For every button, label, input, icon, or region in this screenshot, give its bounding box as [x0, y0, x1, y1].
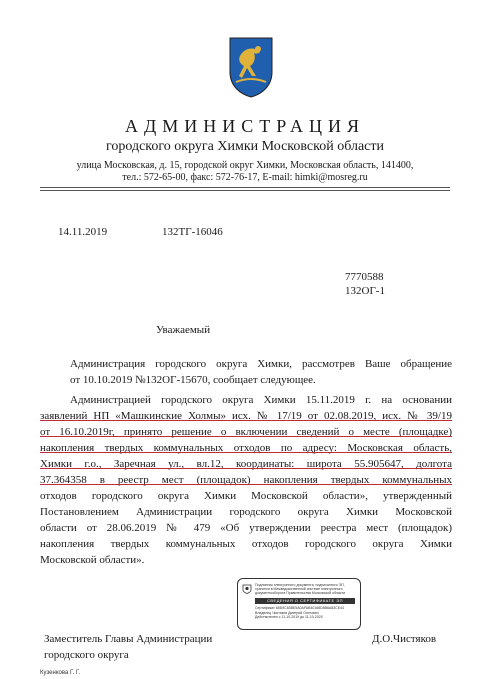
paragraph-line: Постановлением Администрации городского округа Химки Московской — [40, 506, 452, 518]
paragraph-line: области от 28.06.2019 № 479 «Об утверждении реестра мест (площадок) — [40, 522, 452, 534]
stamp-owner-value: Чистяков Дмитрий Олегович — [272, 610, 319, 615]
paragraph-line: Администрация городского округа Химки, рассмотрев Ваше обращение — [70, 358, 452, 370]
highlight-underline — [40, 452, 452, 453]
greeting: Уважаемый — [156, 324, 211, 336]
stamp-banner: СВЕДЕНИЯ О СЕРТИФИКАТЕ ЭП — [255, 598, 355, 604]
paragraph-line: 37.364358 в реестр мест (площадок) накопления твердых коммунальных — [40, 474, 452, 486]
coat-of-arms-emblem — [228, 36, 274, 98]
paragraph-line: от 10.10.2019 №132ОГ-15670, сообщает следующее. — [70, 374, 316, 386]
letter-number: 132ТГ-16046 — [162, 226, 223, 238]
signer-name: Д.О.Чистяков — [372, 633, 437, 645]
paragraph-line: Химки г.о., Заречная ул., вл.12, координаты: широта 55.905647, долгота — [40, 458, 452, 470]
paragraph-line: заявлений НП «Машкинские Холмы» исх. № 17/19 от 02.08.2019, исх. № 39/19 — [40, 410, 452, 422]
stamp-cert-value: 68D9C83BE5A0AFAB40168D8B6A83CE44 — [275, 606, 344, 610]
paragraph-line: Московской области». — [40, 554, 145, 566]
header-divider — [40, 187, 450, 188]
signer-position-line: Заместитель Главы Администрации — [44, 633, 213, 645]
paragraph-line: от 16.10.2019г, принято решение о включении сведений о месте (площадке) — [40, 426, 452, 438]
e-signature-stamp — [237, 578, 361, 630]
stamp-valid-row — [255, 615, 355, 620]
signer-position — [44, 631, 212, 663]
highlight-underline — [40, 420, 452, 421]
paragraph-line: Администрацией городского округа Химки 15.11.2019 г. на основании — [70, 394, 452, 406]
letter-date: 14.11.2019 — [58, 226, 108, 238]
contacts-line: тел.: 572-65-00, факс: 572-76-17, E-mail: himki@mosreg.ru — [122, 172, 368, 183]
organization-subtitle: городского округа Химки Московской области — [105, 139, 385, 154]
reference-code: 7770588 — [345, 271, 384, 283]
signer-position-line: городского округа — [44, 649, 129, 661]
mosreg-seal-icon — [242, 584, 252, 594]
executor-name: Кузенкова Г. Г. — [40, 670, 81, 676]
header-divider-thin — [40, 190, 450, 191]
paragraph-decision — [40, 392, 452, 568]
address-line: улица Московская, д. 15, городской округ Химки, Московская область, 141400, — [76, 160, 414, 171]
highlight-underline — [40, 468, 452, 469]
paragraph-line: отходов городского округа Химки Московской области», утвержденный — [40, 490, 452, 502]
organization-title: АДМИНИСТРАЦИЯ — [125, 116, 365, 136]
paragraph-intro — [40, 356, 452, 388]
reference-code-2: 132ОГ-1 — [345, 285, 385, 297]
paragraph-line: накопления твердых коммунальных отходов городского округа Химки — [40, 538, 452, 550]
stamp-valid-value: с 11-10-2019 до 11-10-2020 — [278, 615, 323, 620]
stamp-cert-label: Сертификат — [255, 606, 275, 610]
highlight-underline — [40, 484, 452, 485]
stamp-notice: Подлинник электронного документа, подписанного ЭП, хранится в Межведомственной системе электронного документооборота Правительства Московской области — [255, 583, 346, 596]
stamp-owner-label: Владелец — [255, 610, 272, 615]
stamp-valid-label: Действителен — [255, 615, 278, 620]
highlight-underline — [40, 436, 452, 437]
paragraph-line: накопления твердых коммунальных отходов по адресу: Московская область, — [40, 442, 452, 454]
